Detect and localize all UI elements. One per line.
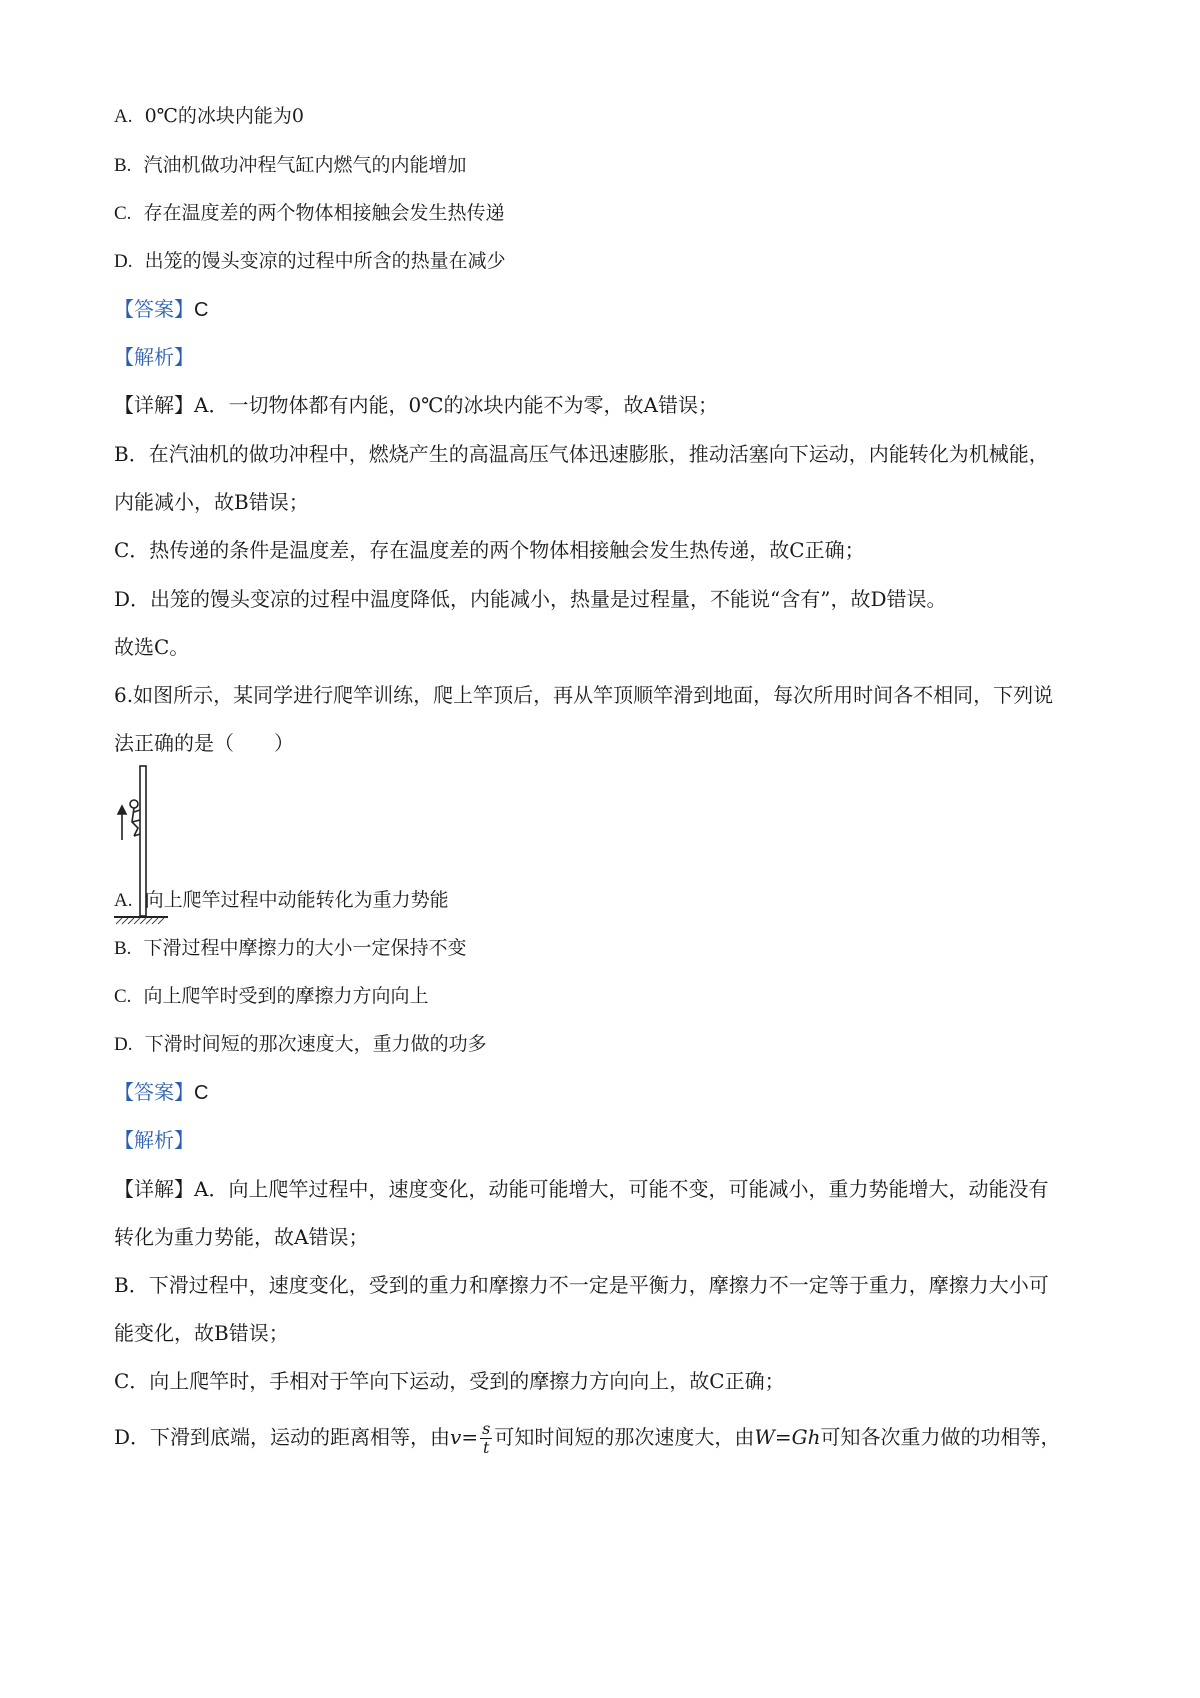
q5-answer: 【答案】C [114, 297, 209, 321]
q6-option-a: A. 向上爬竿过程中动能转化为重力势能 [114, 889, 449, 911]
q5-option-d: D. 出笼的馒头变凉的过程中所含的热量在减少 [114, 250, 506, 272]
q6-stem-line-2: 法正确的是（ ） [114, 731, 294, 755]
q5-option-c: C. 存在温度差的两个物体相接触会发生热传递 [114, 202, 505, 224]
q6-detail-line-5: C．向上爬竿时，手相对于竿向下运动，受到的摩擦力方向向上，故C正确； [114, 1369, 785, 1393]
q6-stem-line-1: 6.如图所示，某同学进行爬竿训练，爬上竿顶后，再从竿顶顺竿滑到地面，每次所用时间各不相同，下列说 [114, 683, 1054, 707]
q6-detail-line-1: 【详解】A．向上爬竿过程中，速度变化，动能可能增大，可能不变，可能减小，重力势能增大，动能没有 [114, 1177, 1049, 1201]
q6-answer: 【答案】C [114, 1080, 209, 1104]
q6-detail-line-3: B．下滑过程中，速度变化，受到的重力和摩擦力不一定是平衡力，摩擦力不一定等于重力，摩擦力大小可 [114, 1273, 1049, 1297]
q6-detail-line-6: D．下滑到底端，运动的距离相等，由v= $\frac{s}{t}$ 可知时间短的那次速度大，由W=Gh可知各次重力做的功相等， [114, 1419, 1061, 1457]
q5-option-a: A. 0℃的冰块内能为0 [114, 105, 305, 127]
q5-detail-line-6: 故选C。 [114, 635, 190, 659]
q5-detail-line-5: D．出笼的馒头变凉的过程中温度降低，内能减小，热量是过程量，不能说“含有”，故D错误。 [114, 587, 947, 611]
q6-detail-line-2: 转化为重力势能，故A错误； [114, 1225, 369, 1249]
q5-detail-line-3: 内能减小，故B错误； [114, 490, 309, 514]
up-arrow-icon [118, 806, 126, 840]
q6-option-d: D. 下滑时间短的那次速度大，重力做的功多 [114, 1033, 487, 1055]
q5-detail-line-1: 【详解】A．一切物体都有内能，0℃的冰块内能不为零，故A错误； [114, 393, 718, 417]
velocity-fraction: $\frac{s}{t}$ [482, 1419, 491, 1457]
q6-option-b: B. 下滑过程中摩擦力的大小一定保持不变 [114, 937, 467, 959]
q5-analysis-label: 【解析】 [114, 345, 194, 369]
q5-detail-line-4: C．热传递的条件是温度差，存在温度差的两个物体相接触会发生热传递，故C正确； [114, 538, 865, 562]
q6-analysis-label: 【解析】 [114, 1128, 194, 1152]
q5-option-b: B. 汽油机做功冲程气缸内燃气的内能增加 [114, 154, 467, 176]
q6-option-c: C. 向上爬竿时受到的摩擦力方向向上 [114, 985, 429, 1007]
q6-detail-line-4: 能变化，故B错误； [114, 1321, 289, 1345]
q5-detail-line-2: B．在汽油机的做功冲程中，燃烧产生的高温高压气体迅速膨胀，推动活塞向下运动，内能转化为机械能， [114, 442, 1049, 466]
climber-person [130, 800, 140, 836]
ground-hatching [116, 918, 164, 924]
